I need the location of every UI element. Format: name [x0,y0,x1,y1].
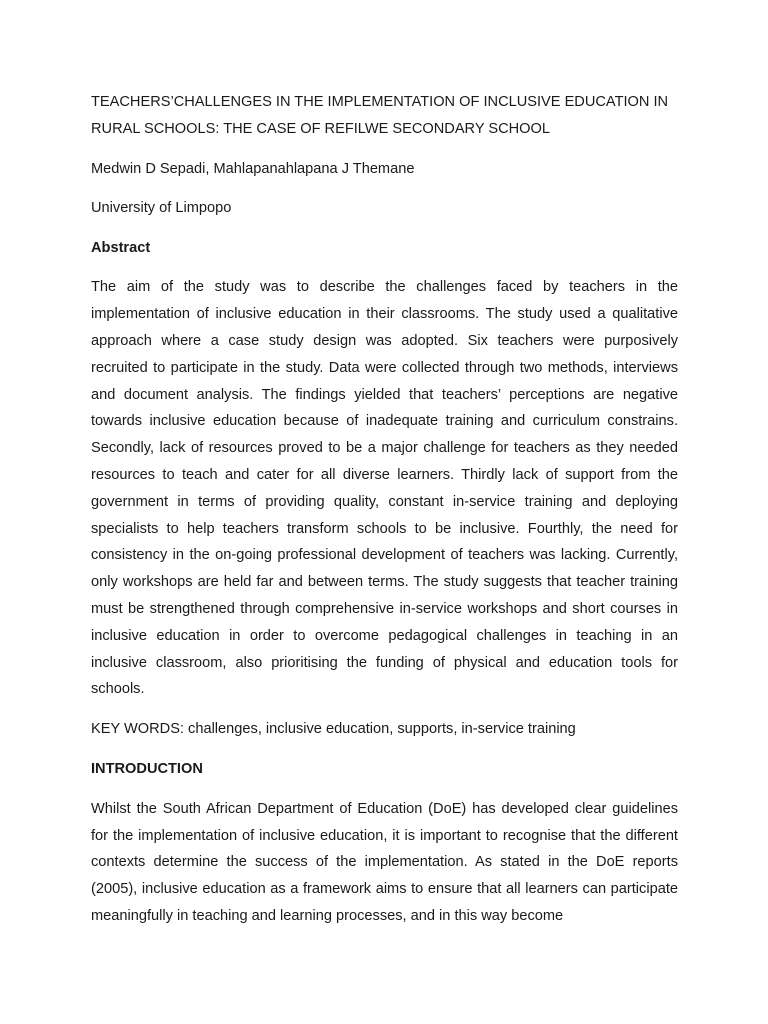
paper-authors: Medwin D Sepadi, Mahlapanahlapana J Themane [91,161,415,177]
keywords: KEY WORDS: challenges, inclusive education, supports, in-service training [91,721,576,738]
introduction-body: Whilst the South African Department of Education (DoE) has developed clear guidelines for the implementation of inclusive education, it is important to recognise that the different contexts determine the success of the implementation. As stated in the DoE reports (2005), inclusive education as a framework aims to ensure that all learners can participate meaningfully in teaching and learning processes, and in this way become [91,800,678,924]
introduction-heading: INTRODUCTION [91,760,203,777]
paper-title: TEACHERS’CHALLENGES IN THE IMPLEMENTATION OF INCLUSIVE EDUCATION IN RURAL SCHOOLS: THE CASE OF REFILWE SECONDARY SCHOOL [91,94,669,137]
abstract-heading: Abstract [91,239,151,256]
abstract-body: The aim of the study was to describe the challenges faced by teachers in the implementation of inclusive education in their classrooms. The study used a qualitative approach where a case study design was adopted. Six teachers were purposively recruited to participate in the study. Data were collected through two methods, interviews and document analysis. The findings yielded that teachers’ perceptions are negative towards inclusive education because of inadequate training and curriculum constrains. Secondly, lack of resources proved to be a major challenge for teachers as they needed resources to teach and cater for all diverse learners. Thirdly lack of support from the government in terms of providing quality, constant in-service training and deploying specialists to help teachers transform schools to be inclusive. Fourthly, the need for consistency in the on-going professional development of teachers was lacking. Currently, only workshops are held far and between terms. The study suggests that teacher training must be strengthened through comprehensive in-service workshops and short courses in inclusive education in order to overcome pedagogical challenges in teaching in an inclusive classroom, also prioritising the funding of physical and education tools for schools. [91,279,678,698]
author-affiliation: University of Limpopo [91,199,232,216]
